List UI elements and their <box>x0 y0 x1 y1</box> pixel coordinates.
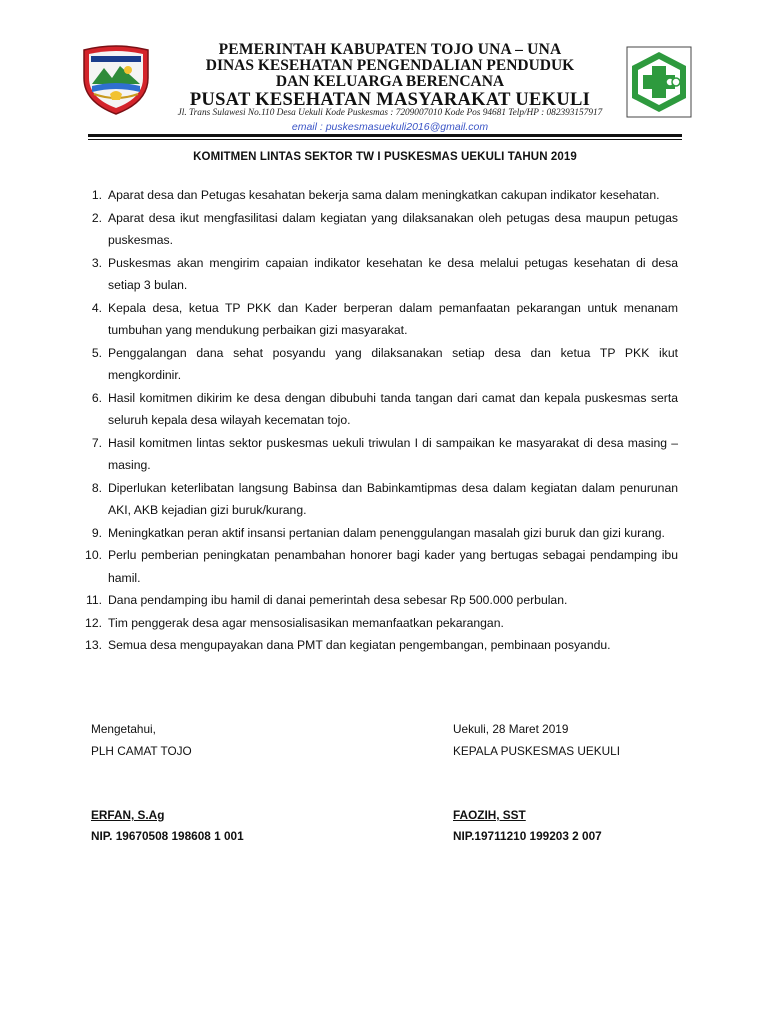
signature-right-name: FAOZIH, SST <box>453 808 526 822</box>
item-text: Semua desa mengupayakan dana PMT dan kegiatan pengembangan, pembinaan posyandu. <box>108 638 611 652</box>
item-number: 5. <box>91 345 102 360</box>
item-number: 9. <box>91 525 102 540</box>
signature-left-label: Mengetahui, <box>91 722 156 736</box>
letterhead <box>0 0 768 140</box>
puskesmas-logo <box>626 46 692 118</box>
list-item <box>78 612 678 635</box>
item-text: Hasil komitmen lintas sektor puskesmas uekuli triwulan I di sampaikan ke masyarakat di desa masing – masing. <box>108 435 678 472</box>
list-item <box>78 184 678 207</box>
commitment-list <box>78 184 678 657</box>
item-number: 7. <box>91 435 102 450</box>
list-item <box>78 387 678 432</box>
list-item <box>78 207 678 252</box>
letterhead-email: email : puskesmasuekuli2016@gmail.com <box>291 121 489 133</box>
signature-left-position: PLH CAMAT TOJO <box>91 744 192 758</box>
signature-right-position: KEPALA PUSKESMAS UEKULI <box>453 744 620 758</box>
list-item <box>78 477 678 522</box>
list-item <box>78 589 678 612</box>
letterhead-line-1: PEMERINTAH KABUPATEN TOJO UNA – UNA <box>218 41 562 58</box>
item-number: 8. <box>91 480 102 495</box>
item-text: Aparat desa ikut mengfasilitasi dalam kegiatan yang dilaksanakan oleh petugas desa maupun petugas puskesmas. <box>108 210 678 247</box>
item-text: Kepala desa, ketua TP PKK dan Kader berperan dalam pemanfaatan pekarangan untuk menanam tumbuhan yang mendukung perbaikan gizi masyarakat. <box>108 300 678 337</box>
signature-left-name: ERFAN, S.Ag <box>91 808 165 822</box>
item-number: 6. <box>91 390 102 405</box>
item-text: Tim penggerak desa agar mensosialisasikan memanfaatkan pekarangan. <box>108 615 504 630</box>
item-text: Hasil komitmen dikirim ke desa dengan dibubuhi tanda tangan dari camat dan kepala puskesmas serta seluruh kepala desa wilayah kecematan tojo. <box>108 390 678 427</box>
item-number: 12. <box>85 615 102 630</box>
item-number: 1. <box>91 188 102 202</box>
letterhead-line-3: DAN KELUARGA BERENCANA <box>275 73 505 90</box>
letterhead-line-2: DINAS KESEHATAN PENGENDALIAN PENDUDUK <box>205 57 575 74</box>
item-text: Meningkatkan peran aktif insansi pertanian dalam penenggulangan masalah gizi buruk dan gizi kurang. <box>108 525 665 540</box>
letterhead-address: Jl. Trans Sulawesi No.110 Desa Uekuli Kode Puskesmas : 7209007010 Kode Pos 94681 Telp/HP : 082393157917 <box>177 108 603 118</box>
signature-right-place-date: Uekuli, 28 Maret 2019 <box>453 722 569 736</box>
signature-right-nip: NIP.19711210 199203 2 007 <box>453 829 602 843</box>
list-item <box>78 432 678 477</box>
item-text: Puskesmas akan mengirim capaian indikator kesehatan ke desa melalui petugas kesehatan di desa setiap 3 bulan. <box>108 255 678 292</box>
item-number: 4. <box>91 300 102 315</box>
list-item <box>78 522 678 545</box>
item-text: Aparat desa dan Petugas kesahatan bekerja sama dalam meningkatkan cakupan indikator kesehatan. <box>108 188 660 202</box>
signature-left-nip: NIP. 19670508 198608 1 001 <box>91 829 244 843</box>
item-number: 13. <box>85 638 102 652</box>
regency-shield-logo <box>80 44 152 116</box>
item-number: 11. <box>85 593 102 607</box>
item-text: Penggalangan dana sehat posyandu yang dilaksanakan setiap desa dan ketua TP PKK ikut mengkordinir. <box>108 345 678 382</box>
document-title: KOMITMEN LINTAS SEKTOR TW I PUSKESMAS UEKULI TAHUN 2019 <box>193 151 577 163</box>
letterhead-line-4: PUSAT KESEHATAN MASYARAKAT UEKULI <box>189 90 591 110</box>
list-item <box>78 297 678 342</box>
item-text: Perlu pemberian peningkatan penambahan honorer bagi kader yang bertugas sebagai pendamping ibu hamil. <box>108 548 678 585</box>
list-item <box>78 544 678 589</box>
item-text: Diperlukan keterlibatan langsung Babinsa dan Babinkamtipmas desa dalam kegiatan dalam penurunan AKI, AKB kejadian gizi buruk/kurang. <box>108 480 678 517</box>
list-item <box>78 634 678 657</box>
letterhead-rule-thin <box>88 139 682 140</box>
letterhead-rule-thick <box>88 134 682 137</box>
item-number: 3. <box>91 255 102 270</box>
list-item <box>78 252 678 297</box>
list-item <box>78 342 678 387</box>
item-text: Dana pendamping ibu hamil di danai pemerintah desa sebesar Rp 500.000 perbulan. <box>108 593 568 607</box>
item-number: 2. <box>91 210 102 225</box>
item-number: 10. <box>85 548 102 562</box>
